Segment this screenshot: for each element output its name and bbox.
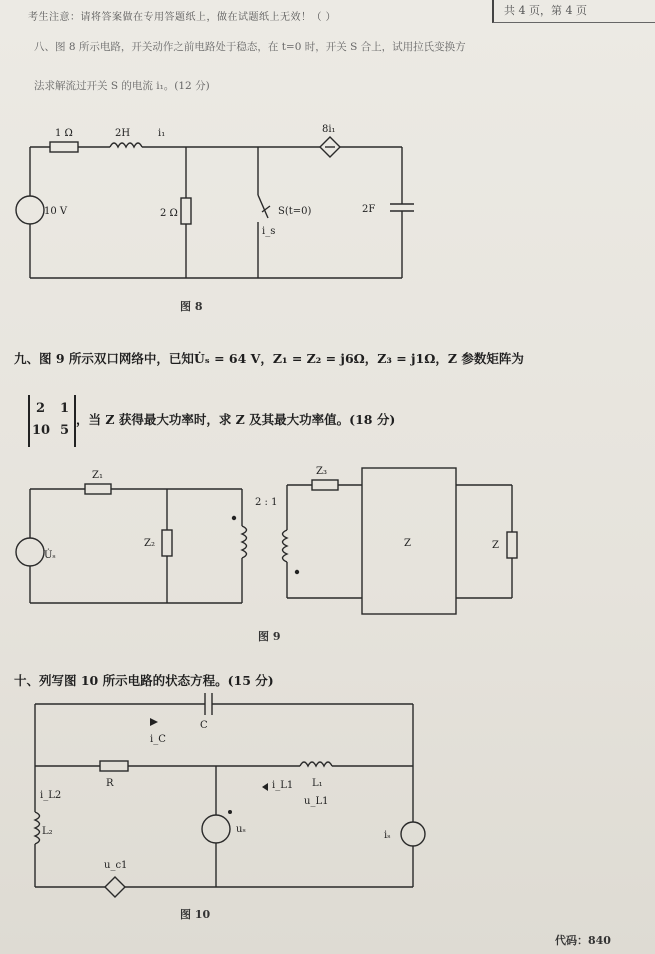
header-notice: 考生注意：请将答案做在专用答题纸上，做在试题纸上无效！（ ） bbox=[28, 12, 337, 23]
matrix-a21: 10 bbox=[32, 423, 51, 438]
q9-text-line1 bbox=[14, 351, 644, 367]
q10-text: 十、列写图 10 所示电路的状态方程。(15 分) bbox=[14, 673, 274, 688]
current-source-is bbox=[401, 822, 425, 846]
label-il2: i_L2 bbox=[40, 790, 62, 801]
label-z-load: Z bbox=[492, 540, 499, 551]
footer-code: 代码：840 bbox=[555, 934, 611, 947]
figure-9-circuit bbox=[16, 468, 517, 614]
inductor-2h bbox=[110, 143, 142, 147]
voltage-source-us bbox=[16, 538, 44, 566]
label-is: i_s bbox=[262, 226, 276, 237]
transformer-secondary bbox=[283, 530, 288, 562]
label-us-fig10: uₛ bbox=[236, 824, 246, 835]
impedance-z3 bbox=[312, 480, 338, 490]
label-l2: L₂ bbox=[42, 826, 53, 837]
label-l1-fig10: L₁ bbox=[312, 778, 323, 789]
q8-text-line1: 八、图 8 所示电路，开关动作之前电路处于稳态，在 t=0 时，开关 S 合上，试用拉氏变换方 bbox=[34, 41, 466, 53]
label-ul1: u_L1 bbox=[304, 796, 329, 807]
dependent-voltage-source bbox=[105, 877, 125, 897]
q9-line1-pre: 九、图 9 所示双口网络中，已知 bbox=[14, 351, 194, 366]
label-z-box: Z bbox=[404, 538, 411, 549]
label-r2: 2 Ω bbox=[160, 208, 178, 219]
label-c: C bbox=[200, 720, 208, 731]
resistor-2ohm bbox=[181, 198, 191, 224]
transformer-primary bbox=[242, 526, 247, 558]
label-switch: S(t=0) bbox=[278, 206, 312, 217]
matrix-a22: 5 bbox=[60, 423, 70, 438]
switch-s bbox=[258, 195, 268, 218]
resistor-1ohm bbox=[50, 142, 78, 152]
inductor-l1 bbox=[300, 762, 332, 766]
label-r: R bbox=[106, 778, 114, 789]
impedance-z2 bbox=[162, 530, 172, 556]
label-l1: 2H bbox=[115, 128, 131, 139]
figure-9-caption: 图 9 bbox=[258, 630, 281, 643]
label-cap: 2F bbox=[362, 204, 376, 215]
load-impedance-z bbox=[507, 532, 517, 558]
matrix-a11: 2 bbox=[36, 401, 46, 416]
q9-text-line2: ，当 Z 获得最大功率时，求 Z 及其最大功率值。(18 分) bbox=[76, 412, 396, 427]
label-z1: Z₁ bbox=[92, 470, 103, 481]
voltage-source-10v bbox=[16, 196, 44, 224]
label-i1: i₁ bbox=[158, 128, 166, 139]
q9-line1-mid: U̇ₛ = 64 V，Z₁ = Z₂ = j6Ω，Z₃ = j1Ω，Z 参数矩阵为 bbox=[193, 351, 524, 366]
label-ratio: 2 : 1 bbox=[255, 497, 278, 508]
inductor-l2 bbox=[35, 812, 40, 844]
label-z3: Z₃ bbox=[316, 466, 327, 477]
label-is-fig10: iₛ bbox=[384, 830, 391, 841]
label-source-10v: 10 V bbox=[44, 206, 68, 217]
label-dependent: 8i₁ bbox=[322, 124, 336, 135]
figure-8-caption: 图 8 bbox=[180, 300, 203, 313]
label-dependent-fig10: u_c1 bbox=[104, 860, 128, 871]
impedance-z1 bbox=[85, 484, 111, 494]
label-z2: Z₂ bbox=[144, 538, 155, 549]
figure-10-caption: 图 10 bbox=[180, 908, 211, 921]
label-us: U̇ₛ bbox=[44, 550, 56, 561]
q8-text-line2: 法求解流过开关 S 的电流 i₁。(12 分) bbox=[34, 80, 210, 92]
matrix-a12: 1 bbox=[60, 401, 70, 416]
resistor-r bbox=[100, 761, 128, 771]
voltage-source-us-10 bbox=[202, 815, 230, 843]
figure-8-circuit bbox=[16, 137, 414, 278]
page-count-box: 共 4 页，第 4 页 bbox=[492, 0, 655, 23]
label-il1: i_L1 bbox=[272, 780, 294, 791]
label-r1: 1 Ω bbox=[55, 128, 73, 139]
z-parameter-matrix bbox=[28, 395, 76, 447]
label-ic: i_C bbox=[150, 734, 166, 745]
figure-10-circuit bbox=[35, 693, 425, 897]
